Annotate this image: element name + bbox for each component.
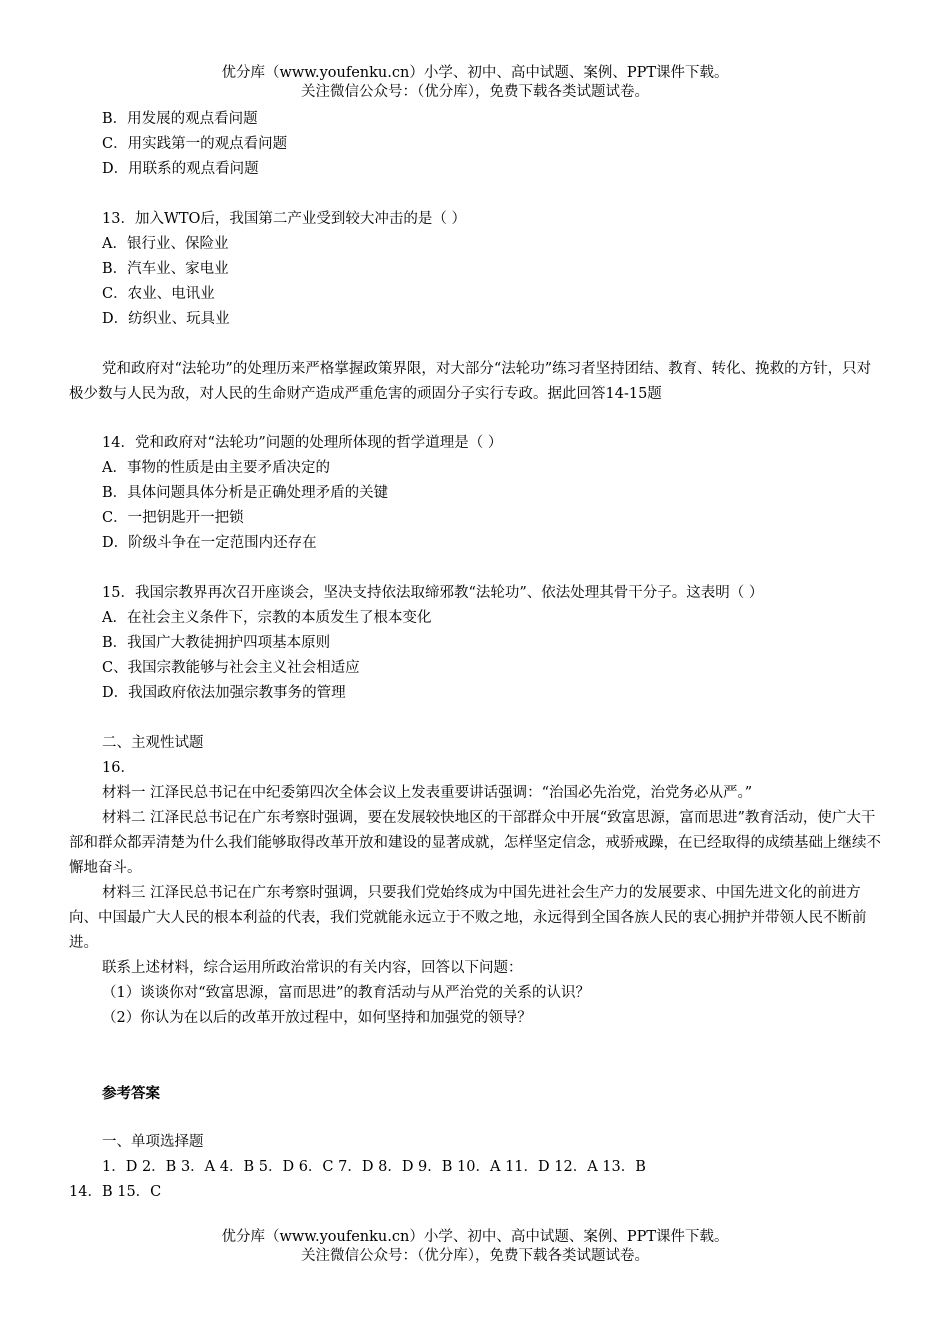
q13-option-a: A．银行业、保险业 <box>102 235 229 252</box>
q14-15-intro: 党和政府对“法轮功”的处理历来严格掌握政策界限，对大部分“法轮功”练习者坚持团结、教育、转化、挽救的方针，只对极少数与人民为敌，对人民的生命财产造成严重危害的顽固分子实行专政。据此回答14-15题 <box>69 360 872 402</box>
q16-sub-question-1: （1）谈谈你对“致富思源，富而思进”的教育活动与从严治党的关系的认识？ <box>102 984 591 1001</box>
q14-option-a: A．事物的性质是由主要矛盾决定的 <box>102 460 330 477</box>
q15-option-d: D．我国政府依法加强宗教事务的管理 <box>102 685 346 702</box>
footer-line-2: 关注微信公众号：（优分库），免费下载各类试题试卷。 <box>301 1248 649 1264</box>
q13-stem: 13．加入WTO后，我国第二产业受到较大冲击的是（ ） <box>102 210 467 227</box>
header-line-2: 关注微信公众号：（优分库），免费下载各类试题试卷。 <box>301 84 649 100</box>
answers-section-1-title: 一、单项选择题 <box>102 1134 204 1151</box>
material-3: 材料三 江泽民总书记在广东考察时强调，只要我们党始终成为中国先进社会生产力的发展要求、中国先进文化的前进方向、中国最广大人民的根本利益的代表，我们党就能永远立于不败之地，永远得到全国各族人民的衷心拥护并带领人民不断前进。 <box>69 884 867 951</box>
q16-sub-question-2: （2）你认为在以后的改革开放过程中，如何坚持和加强党的领导？ <box>102 1009 532 1026</box>
q14-stem: 14．党和政府对“法轮功”问题的处理所体现的哲学道理是（ ） <box>102 435 503 452</box>
q13-option-b: B．汽车业、家电业 <box>102 260 229 277</box>
q15-option-b: B．我国广大教徒拥护四项基本原则 <box>102 635 331 652</box>
header-line-1: 优分库（www.youfenku.cn）小学、初中、高中试题、案例、PPT课件下载。 <box>221 65 729 81</box>
q12-option-b: B．用发展的观点看问题 <box>102 111 258 127</box>
q12-option-d: D．用联系的观点看问题 <box>102 161 259 177</box>
q15-option-c: C、我国宗教能够与社会主义社会相适应 <box>102 660 360 677</box>
q14-option-d: D．阶级斗争在一定范围内还存在 <box>102 535 317 552</box>
section-2-title: 二、主观性试题 <box>102 734 204 751</box>
footer-line-1: 优分库（www.youfenku.cn）小学、初中、高中试题、案例、PPT课件下载。 <box>221 1229 729 1245</box>
q15-stem: 15．我国宗教界再次召开座谈会，坚决支持依法取缔邪教“法轮功”、依法处理其骨干分子。这表明（ ） <box>102 585 764 602</box>
page-footer <box>0 1228 950 1266</box>
q13-option-d: D．纺织业、玩具业 <box>102 310 230 327</box>
document-body <box>69 107 884 1205</box>
q16-number: 16． <box>102 759 135 776</box>
q15-option-a: A．在社会主义条件下，宗教的本质发生了根本变化 <box>102 610 432 627</box>
answers-line-1: 1．D 2．B 3．A 4．B 5．D 6．C 7．D 8．D 9．B 10．A 11．D 12．A 13．B <box>102 1159 646 1176</box>
q13-option-c: C．农业、电讯业 <box>102 285 215 302</box>
page-header <box>0 64 950 102</box>
material-1: 材料一 江泽民总书记在中纪委第四次全体会议上发表重要讲话强调：“治国必先治党，治党务必从严。” <box>102 784 753 801</box>
q14-option-b: B．具体问题具体分析是正确处理矛盾的关键 <box>102 485 389 502</box>
q12-option-c: C．用实践第一的观点看问题 <box>102 136 288 152</box>
material-2: 材料二 江泽民总书记在广东考察时强调，要在发展较快地区的干部群众中开展“致富思源，富而思进”教育活动，使广大干部和群众都弄清楚为什么我们能够取得改革开放和建设的显著成就，怎样坚定信念，戒骄戒躁，在已经取得的成绩基础上继续不懈地奋斗。 <box>69 809 881 876</box>
q16-instruction: 联系上述材料，综合运用所政治常识的有关内容，回答以下问题： <box>102 959 523 976</box>
answers-line-2: 14．B 15．C <box>69 1184 162 1201</box>
answers-title: 参考答案 <box>102 1084 160 1102</box>
q14-option-c: C．一把钥匙开一把锁 <box>102 510 244 527</box>
